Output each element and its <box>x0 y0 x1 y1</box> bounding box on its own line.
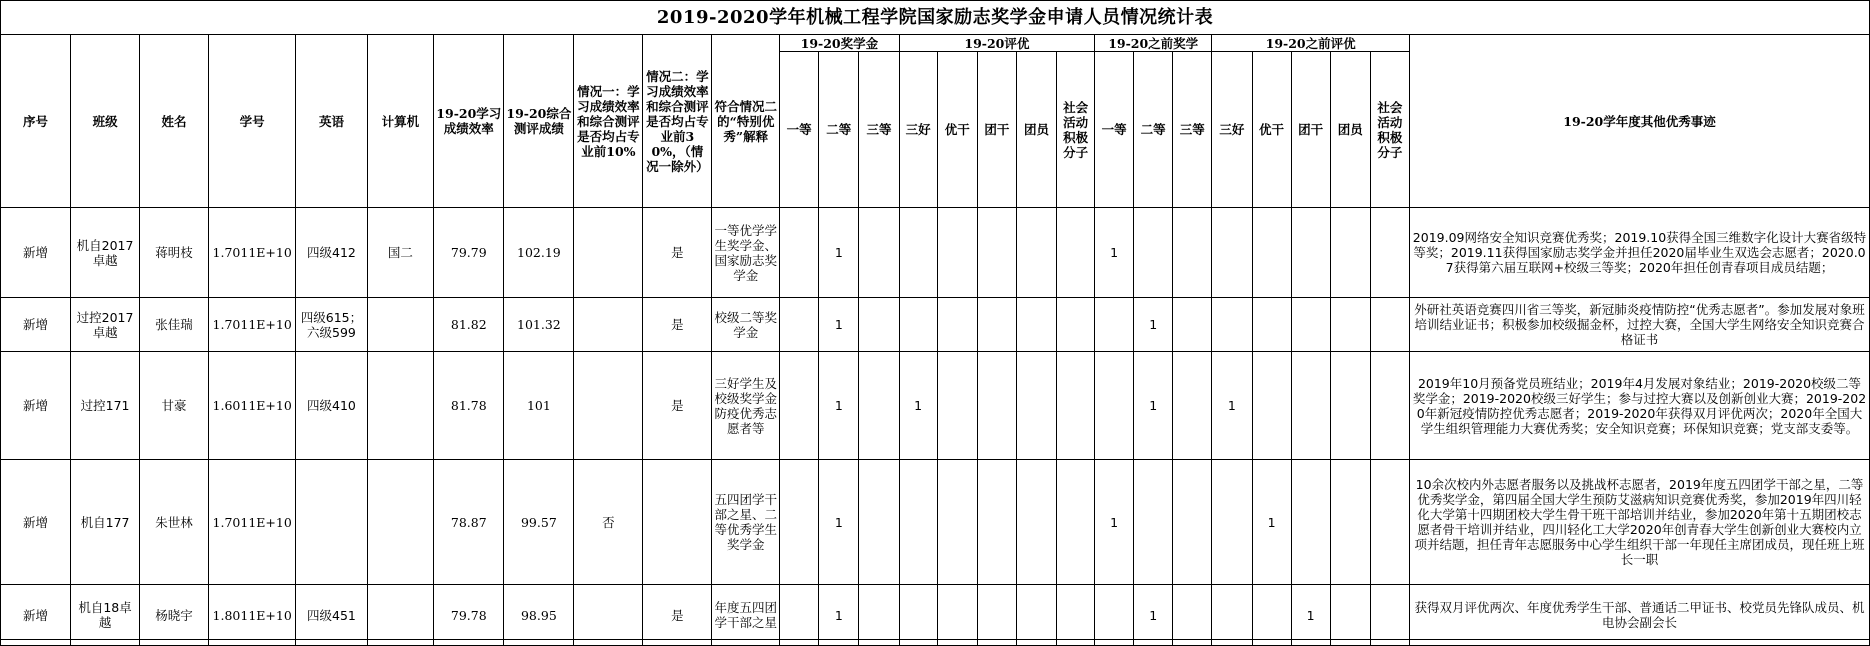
header-group-scholar-1920: 19-20奖学金 <box>780 35 900 52</box>
header-student-id: 学号 <box>209 35 296 208</box>
cell-mark[interactable] <box>1057 460 1095 585</box>
cell-mark[interactable] <box>937 298 977 352</box>
cell-mark[interactable] <box>937 585 977 646</box>
cell-mark[interactable] <box>780 208 819 298</box>
cell-mark[interactable]: 1 <box>1095 208 1134 298</box>
cell-other[interactable]: 获得双月评优两次、年度优秀学生干部、普通话二甲证书、校党员先锋队成员、机电协会副会长 <box>1410 585 1870 646</box>
cell-mark[interactable]: 1 <box>1212 352 1252 460</box>
cell-mark[interactable] <box>1330 352 1370 460</box>
cell-mark[interactable] <box>1095 352 1134 460</box>
header-class: 班级 <box>71 35 140 208</box>
cell-case1[interactable] <box>574 208 643 298</box>
cell-mark[interactable]: 1 <box>1134 585 1173 646</box>
cell-evaluation[interactable]: 102.19 <box>504 208 574 298</box>
cell-other[interactable]: 外研社英语竞赛四川省三等奖，新冠肺炎疫情防控“优秀志愿者”。参加发展对象班培训结业证书；积极参加校级掘金杯，过控大赛，全国大学生网络安全知识竞赛合格证书 <box>1410 298 1870 352</box>
cell-mark[interactable] <box>1252 352 1291 460</box>
cell-special[interactable]: 年度五四团学干部之星 <box>712 585 780 646</box>
cell-mark[interactable] <box>1291 460 1330 585</box>
cell-class[interactable]: 过控171 <box>71 352 140 460</box>
cell-mark[interactable]: 1 <box>1134 298 1173 352</box>
cell-case2[interactable]: 是 <box>643 585 712 646</box>
cell-mark[interactable] <box>977 298 1016 352</box>
cell-case2[interactable] <box>643 460 712 585</box>
cell-case1[interactable]: 否 <box>574 460 643 585</box>
cell-mark[interactable] <box>1173 208 1212 298</box>
cell-mark[interactable] <box>859 298 899 352</box>
header-efficiency: 19-20学习成绩效率 <box>434 35 504 208</box>
header-special: 符合情况二的“特别优秀”解释 <box>712 35 780 208</box>
cell-name[interactable]: 张佳瑞 <box>140 298 209 352</box>
cell-other[interactable]: 10余次校内外志愿者服务以及挑战杯志愿者，2019年度五四团学干部之星，二等优秀奖学金，第四届全国大学生预防艾滋病知识竞赛优秀奖，参加2019年四川轻化大学第十四期团校大学生骨干班干部培训并结业，参加2020年第十五期团校志愿者骨干培训并结业，四川轻化工大学2020年创青春大学生创新创业大赛校内立项并结题，担任青年志愿服务中心学生组织干部一年现任主席团成员，现任班上班长一职 <box>1410 460 1870 585</box>
table-row <box>1 352 1870 460</box>
cell-mark[interactable]: 1 <box>1095 460 1134 585</box>
cell-class[interactable]: 机自18卓越 <box>71 585 140 646</box>
cell-mark[interactable] <box>899 208 937 298</box>
cell-computer[interactable]: 国二 <box>367 208 434 298</box>
header-prev-sanhao: 三好 <box>1212 52 1252 208</box>
header-prev-third: 三等 <box>1173 52 1212 208</box>
cell-mark[interactable] <box>1095 298 1134 352</box>
cell-mark[interactable] <box>1370 208 1409 298</box>
cell-name[interactable]: 甘豪 <box>140 352 209 460</box>
cell-mark[interactable] <box>1057 352 1095 460</box>
cell-mark[interactable] <box>780 352 819 460</box>
cell-mark[interactable]: 1 <box>1134 352 1173 460</box>
cell-efficiency[interactable]: 81.82 <box>434 298 504 352</box>
cell-other[interactable]: 2019年10月预备党员班结业；2019年4月发展对象结业；2019-2020校级二等奖学金；2019-2020校级三好学生；参与过控大赛以及创新创业大赛；2019-2020年新冠疫情防控优秀志愿者；2019-2020年获得双月评优两次；2020年全国大学生组织管理能力大赛优秀奖；安全知识竞赛；环保知识竞赛；党支部支委等。 <box>1410 352 1870 460</box>
cell-mark[interactable] <box>1370 460 1409 585</box>
cell-efficiency[interactable]: 79.79 <box>434 208 504 298</box>
page-title: 2019-2020学年机械工程学院国家励志奖学金申请人员情况统计表 <box>656 7 1214 28</box>
header-third: 三等 <box>859 52 899 208</box>
cell-efficiency[interactable]: 79.78 <box>434 585 504 646</box>
table-row <box>1 298 1870 352</box>
cell-name[interactable]: 朱世林 <box>140 460 209 585</box>
cell-english[interactable]: 四级615；六级599 <box>296 298 367 352</box>
cell-name[interactable]: 蒋明枝 <box>140 208 209 298</box>
table-row <box>1 460 1870 585</box>
cell-evaluation[interactable]: 99.57 <box>504 460 574 585</box>
cell-mark[interactable] <box>1212 460 1252 585</box>
cell-mark[interactable] <box>977 208 1016 298</box>
table-row <box>1 208 1870 298</box>
cell-evaluation[interactable]: 98.95 <box>504 585 574 646</box>
cell-mark[interactable]: 1 <box>819 585 859 646</box>
header-prev-yougan: 优干 <box>1252 52 1291 208</box>
cell-seq[interactable]: 新增 <box>1 208 71 298</box>
cell-mark[interactable] <box>1291 298 1330 352</box>
cell-mark[interactable] <box>1016 298 1056 352</box>
table-row <box>1 585 1870 646</box>
header-second: 二等 <box>819 52 859 208</box>
header-case1: 情况一：学习成绩效率和综合测评是否均占专业前10% <box>574 35 643 208</box>
cell-special[interactable]: 校级二等奖学金 <box>712 298 780 352</box>
cell-computer[interactable] <box>367 585 434 646</box>
cell-seq[interactable]: 新增 <box>1 460 71 585</box>
cell-mark[interactable] <box>1173 352 1212 460</box>
header-sanhao: 三好 <box>899 52 937 208</box>
cell-mark[interactable] <box>977 460 1016 585</box>
data-table <box>0 34 1870 646</box>
cell-student-id[interactable]: 1.6011E+10 <box>209 352 296 460</box>
header-english: 英语 <box>296 35 367 208</box>
header-prev-social: 社会活动积极分子 <box>1370 52 1409 208</box>
cell-case2[interactable]: 是 <box>643 298 712 352</box>
cell-mark[interactable] <box>1330 298 1370 352</box>
cell-mark[interactable] <box>1252 585 1291 646</box>
cell-mark[interactable] <box>1370 298 1409 352</box>
cell-mark[interactable]: 1 <box>1291 585 1330 646</box>
header-prev-second: 二等 <box>1134 52 1173 208</box>
cell-mark[interactable] <box>937 352 977 460</box>
cell-mark[interactable] <box>1212 208 1252 298</box>
cell-mark[interactable] <box>780 298 819 352</box>
cell-name[interactable]: 杨晓宇 <box>140 585 209 646</box>
cell-mark[interactable] <box>937 460 977 585</box>
cell-class[interactable]: 机自2017卓越 <box>71 208 140 298</box>
cell-efficiency[interactable]: 81.78 <box>434 352 504 460</box>
cell-mark[interactable]: 1 <box>819 208 859 298</box>
cell-mark[interactable] <box>780 460 819 585</box>
cell-mark[interactable] <box>1370 352 1409 460</box>
cell-case1[interactable] <box>574 352 643 460</box>
header-computer: 计算机 <box>367 35 434 208</box>
cell-mark[interactable] <box>937 208 977 298</box>
cell-seq[interactable]: 新增 <box>1 585 71 646</box>
cell-mark[interactable]: 1 <box>899 352 937 460</box>
cell-mark[interactable] <box>1134 460 1173 585</box>
header-seq: 序号 <box>1 35 71 208</box>
header-tuanyuan: 团员 <box>1016 52 1056 208</box>
cell-mark[interactable] <box>1173 585 1212 646</box>
cell-mark[interactable] <box>1057 298 1095 352</box>
cell-mark[interactable] <box>1095 585 1134 646</box>
header-prev-tuangan: 团干 <box>1291 52 1330 208</box>
cell-student-id[interactable]: 1.7011E+10 <box>209 460 296 585</box>
cell-mark[interactable] <box>1057 208 1095 298</box>
cell-mark[interactable] <box>1330 208 1370 298</box>
cell-seq[interactable]: 新增 <box>1 298 71 352</box>
cell-evaluation[interactable]: 101.32 <box>504 298 574 352</box>
header-tuangan: 团干 <box>977 52 1016 208</box>
cell-mark[interactable] <box>859 460 899 585</box>
header-yougan: 优干 <box>937 52 977 208</box>
cell-special[interactable]: 五四团学干部之星、二等优秀学生奖学金 <box>712 460 780 585</box>
cell-english[interactable]: 四级451 <box>296 585 367 646</box>
cell-student-id[interactable]: 1.8011E+10 <box>209 585 296 646</box>
cell-mark[interactable] <box>1016 460 1056 585</box>
cell-mark[interactable] <box>1016 208 1056 298</box>
cell-mark[interactable] <box>1173 298 1212 352</box>
cell-mark[interactable] <box>1212 298 1252 352</box>
cell-class[interactable]: 机自177 <box>71 460 140 585</box>
cell-case1[interactable] <box>574 585 643 646</box>
cell-mark[interactable]: 1 <box>1252 460 1291 585</box>
cell-evaluation[interactable]: 101 <box>504 352 574 460</box>
cell-case1[interactable] <box>574 298 643 352</box>
header-prev-first: 一等 <box>1095 52 1134 208</box>
cell-mark[interactable] <box>1252 208 1291 298</box>
cell-mark[interactable] <box>977 585 1016 646</box>
cell-mark[interactable] <box>1252 298 1291 352</box>
cell-english[interactable]: 四级412 <box>296 208 367 298</box>
cell-student-id[interactable]: 1.7011E+10 <box>209 208 296 298</box>
cell-other[interactable]: 2019.09网络安全知识竞赛优秀奖；2019.10获得全国三维数字化设计大赛省级特等奖；2019.11获得国家励志奖学金并担任2020届毕业生双选会志愿者；2020.07获得第六届互联网+校级三等奖；2020年担任创青春项目成员结题； <box>1410 208 1870 298</box>
header-group-eval-prev: 19-20之前评优 <box>1212 35 1410 52</box>
header-prev-tuanyuan: 团员 <box>1330 52 1370 208</box>
cell-case2[interactable]: 是 <box>643 208 712 298</box>
cell-mark[interactable] <box>1212 585 1252 646</box>
cell-mark[interactable]: 1 <box>819 352 859 460</box>
cell-mark[interactable] <box>977 352 1016 460</box>
cell-mark[interactable] <box>899 460 937 585</box>
cell-mark[interactable] <box>859 208 899 298</box>
cell-computer[interactable] <box>367 352 434 460</box>
cell-english[interactable]: 四级410 <box>296 352 367 460</box>
cell-english[interactable] <box>296 460 367 585</box>
cell-computer[interactable] <box>367 460 434 585</box>
cell-seq[interactable]: 新增 <box>1 352 71 460</box>
cell-mark[interactable] <box>1291 208 1330 298</box>
cell-mark[interactable] <box>899 585 937 646</box>
cell-mark[interactable] <box>1134 208 1173 298</box>
header-other: 19-20学年度其他优秀事迹 <box>1410 35 1870 208</box>
cell-efficiency[interactable]: 78.87 <box>434 460 504 585</box>
header-name: 姓名 <box>140 35 209 208</box>
cell-case2[interactable]: 是 <box>643 352 712 460</box>
cell-mark[interactable] <box>1016 585 1056 646</box>
cell-student-id[interactable]: 1.7011E+10 <box>209 298 296 352</box>
cell-mark[interactable] <box>859 585 899 646</box>
header-case2: 情况二：学习成绩效率和综合测评是否均占专业前30%，（情况一除外） <box>643 35 712 208</box>
cell-mark[interactable] <box>780 585 819 646</box>
cell-mark[interactable] <box>859 352 899 460</box>
header-social: 社会活动积极分子 <box>1057 52 1095 208</box>
header-evaluation: 19-20综合测评成绩 <box>504 35 574 208</box>
cell-mark[interactable] <box>1016 352 1056 460</box>
header-first: 一等 <box>780 52 819 208</box>
cell-mark[interactable]: 1 <box>819 460 859 585</box>
cell-mark[interactable] <box>1330 460 1370 585</box>
cell-mark[interactable]: 1 <box>819 298 859 352</box>
cell-class[interactable]: 过控2017卓越 <box>71 298 140 352</box>
header-group-eval-1920: 19-20评优 <box>899 35 1094 52</box>
header-group-scholar-prev: 19-20之前奖学 <box>1095 35 1212 52</box>
cell-special[interactable]: 三好学生及校级奖学金防疫优秀志愿者等 <box>712 352 780 460</box>
cell-mark[interactable] <box>1173 460 1212 585</box>
cell-mark[interactable] <box>1057 585 1095 646</box>
cell-mark[interactable] <box>899 298 937 352</box>
cell-mark[interactable] <box>1370 585 1409 646</box>
cell-special[interactable]: 一等优学学生奖学金、国家励志奖学金 <box>712 208 780 298</box>
cell-mark[interactable] <box>1291 352 1330 460</box>
cell-computer[interactable] <box>367 298 434 352</box>
cell-mark[interactable] <box>1330 585 1370 646</box>
